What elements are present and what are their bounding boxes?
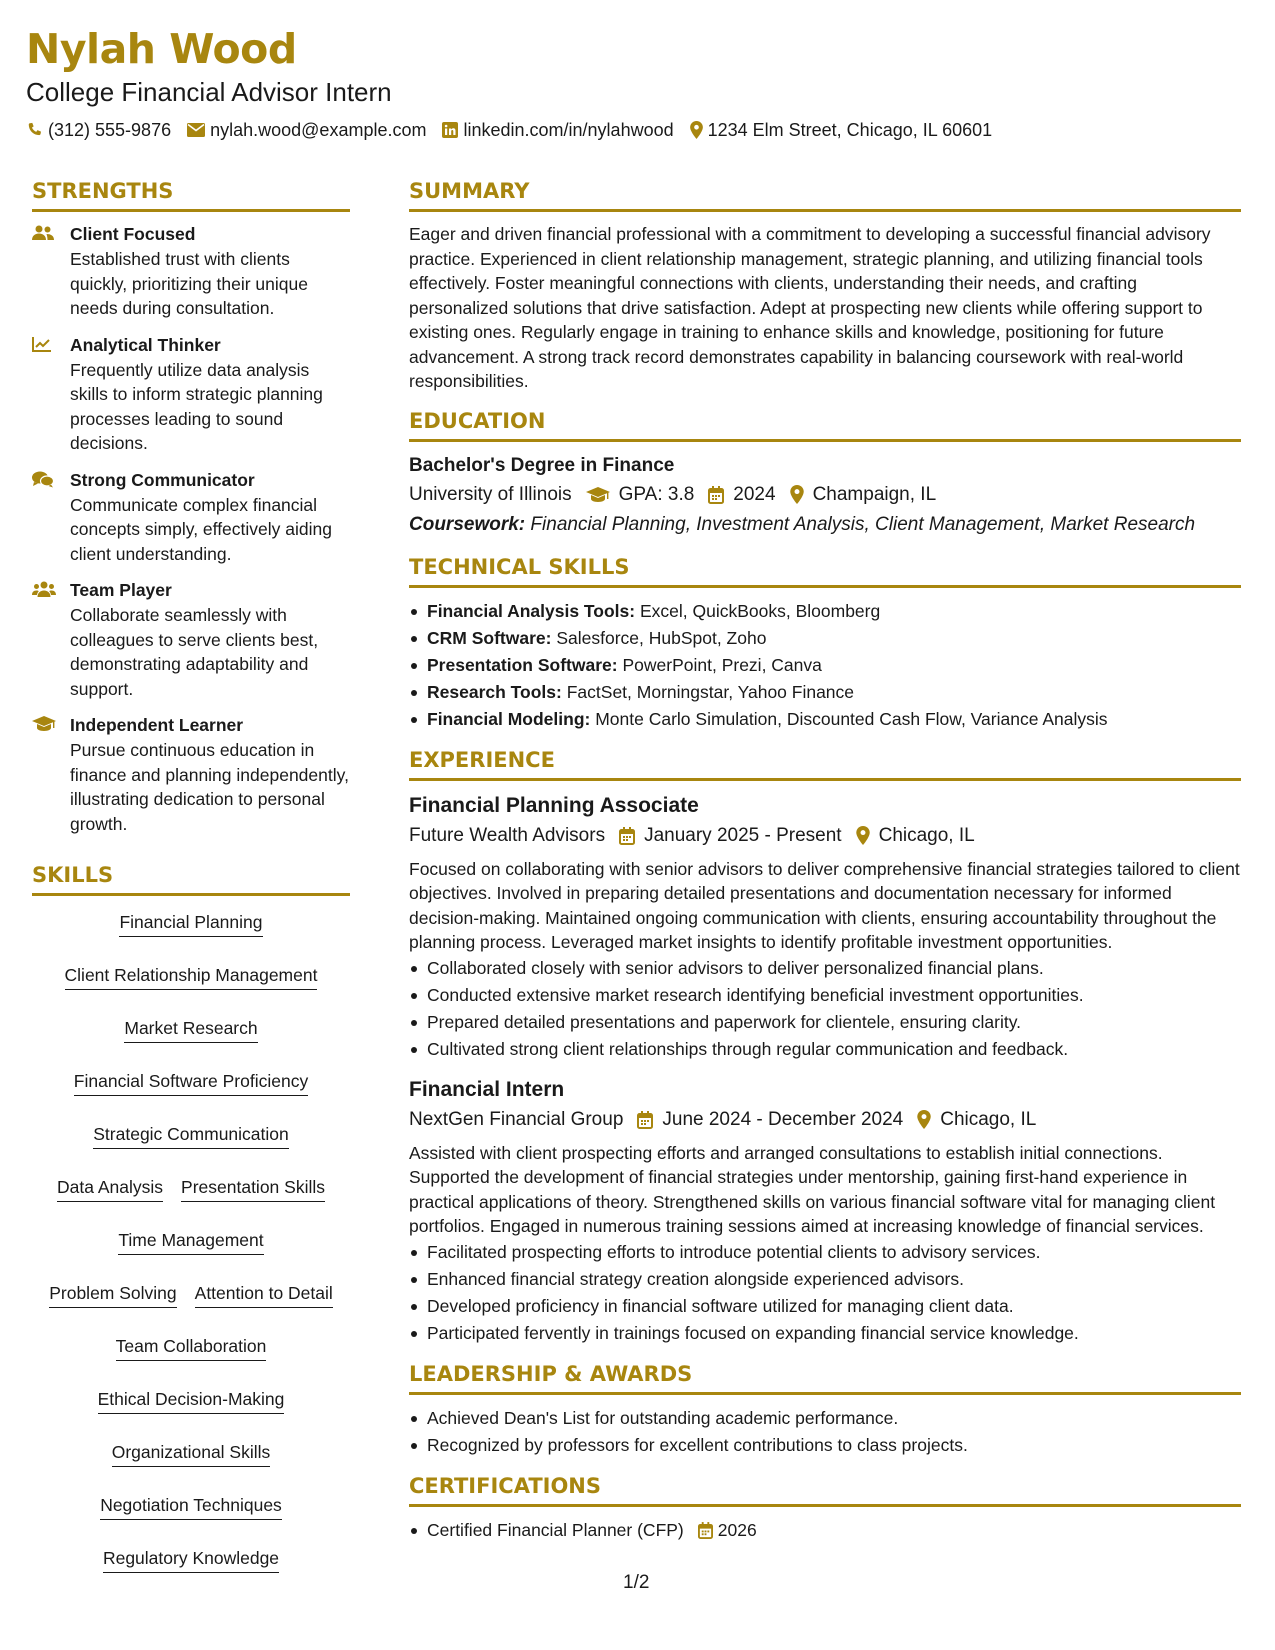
graduation-cap-icon xyxy=(32,716,56,732)
skill-tag: Attention to Detail xyxy=(195,1281,333,1308)
skill-tag: Organizational Skills xyxy=(112,1440,271,1467)
left-column xyxy=(32,176,350,1573)
strength-desc: Established trust with clients quickly, prioritizing their unique needs during consultation. xyxy=(70,249,308,318)
skill-tag: Team Collaboration xyxy=(116,1334,267,1361)
skill-tag: Market Research xyxy=(124,1016,257,1043)
map-pin-icon xyxy=(790,485,804,504)
strength-desc: Frequently utilize data analysis skills to inform strategic planning processes leading to sound decisions. xyxy=(70,359,323,453)
map-pin-icon xyxy=(917,1110,931,1129)
job-location: Chicago, IL xyxy=(917,1105,1036,1135)
skill-tag: Ethical Decision-Making xyxy=(98,1387,285,1414)
coursework-list: Financial Planning, Investment Analysis, Client Management, Market Research xyxy=(530,513,1196,535)
calendar-icon xyxy=(698,1522,713,1539)
list-item: Facilitated prospecting efforts to introduce potential clients to advisory services. xyxy=(409,1239,1241,1266)
calendar-icon xyxy=(619,827,635,845)
certifications-list xyxy=(409,1517,1241,1544)
strengths-title: STRENGTHS xyxy=(32,176,350,212)
strength-item xyxy=(32,578,350,701)
certifications-section xyxy=(409,1471,1241,1544)
linkedin-icon xyxy=(442,122,458,138)
leadership-title: LEADERSHIP & AWARDS xyxy=(409,1359,1241,1395)
calendar-icon xyxy=(637,1111,653,1129)
address-text: 1234 Elm Street, Chicago, IL 60601 xyxy=(707,120,993,140)
skill-tag: Financial Planning xyxy=(119,910,262,937)
list-item: Conducted extensive market research identifying beneficial investment opportunities. xyxy=(409,982,1241,1009)
skill-tag: Presentation Skills xyxy=(181,1175,325,1202)
technical-skills-title: TECHNICAL SKILLS xyxy=(409,552,1241,588)
job-entry xyxy=(409,791,1241,1063)
strength-item xyxy=(32,222,350,321)
strength-title: Team Player xyxy=(70,580,172,600)
list-item: Presentation Software: PowerPoint, Prezi, Canva xyxy=(409,652,1241,679)
job-meta xyxy=(409,821,1241,851)
envelope-icon xyxy=(187,123,205,137)
skill-tag: Regulatory Knowledge xyxy=(103,1546,279,1573)
list-item: Participated fervently in trainings focused on expanding financial service knowledge. xyxy=(409,1320,1241,1347)
job-dates: June 2024 - December 2024 xyxy=(637,1105,903,1135)
education-title: EDUCATION xyxy=(409,406,1241,442)
right-column xyxy=(409,176,1241,1544)
strength-desc: Pursue continuous education in finance and planning independently, illustrating dedication to personal growth. xyxy=(70,740,349,834)
list-item: Financial Modeling: Monte Carlo Simulation, Discounted Cash Flow, Variance Analysis xyxy=(409,706,1241,733)
phone-text: (312) 555-9876 xyxy=(48,120,172,140)
experience-section xyxy=(409,745,1241,1347)
contact-email[interactable] xyxy=(187,118,426,142)
company-name: NextGen Financial Group xyxy=(409,1108,624,1130)
resume-header xyxy=(26,22,1251,142)
coursework xyxy=(409,510,1241,540)
job-bullets xyxy=(409,1239,1241,1347)
contact-phone[interactable] xyxy=(26,118,171,142)
summary-section xyxy=(409,176,1241,394)
strength-item xyxy=(32,713,350,836)
education-meta xyxy=(409,480,1241,510)
company-name: Future Wealth Advisors xyxy=(409,824,606,846)
list-item: Financial Analysis Tools: Excel, QuickBooks, Bloomberg xyxy=(409,598,1241,625)
skills-section xyxy=(32,860,350,1573)
list-item: Enhanced financial strategy creation alongside experienced advisors. xyxy=(409,1266,1241,1293)
calendar-icon xyxy=(708,486,724,504)
strength-title: Independent Learner xyxy=(70,715,244,735)
team-icon xyxy=(32,581,56,597)
list-item: CRM Software: Salesforce, HubSpot, Zoho xyxy=(409,625,1241,652)
map-pin-icon xyxy=(690,121,703,139)
skill-tag: Data Analysis xyxy=(57,1175,163,1202)
certifications-title: CERTIFICATIONS xyxy=(409,1471,1241,1507)
skill-tag: Time Management xyxy=(118,1228,263,1255)
page-number: 1/2 xyxy=(623,1572,650,1593)
candidate-role: College Financial Advisor Intern xyxy=(26,77,392,107)
strength-desc: Collaborate seamlessly with colleagues to serve clients best, demonstrating adaptability and support. xyxy=(70,605,319,699)
phone-icon xyxy=(26,122,43,139)
strength-item xyxy=(32,468,350,567)
strengths-section xyxy=(32,176,350,836)
skill-tag: Strategic Communication xyxy=(93,1122,289,1149)
job-title: Financial Planning Associate xyxy=(409,793,699,817)
list-item: Research Tools: FactSet, Morningstar, Yahoo Finance xyxy=(409,679,1241,706)
certification-year: 2026 xyxy=(717,1519,757,1540)
technical-skills-list xyxy=(409,598,1241,733)
skill-tag: Financial Software Proficiency xyxy=(74,1069,308,1096)
job-entry xyxy=(409,1075,1241,1347)
gpa: GPA: 3.8 xyxy=(586,480,695,510)
school-name: University of Illinois xyxy=(409,483,572,505)
summary-title: SUMMARY xyxy=(409,176,1241,212)
list-item: Collaborated closely with senior advisors to deliver personalized financial plans. xyxy=(409,955,1241,982)
list-item: Recognized by professors for excellent contributions to class projects. xyxy=(409,1432,1241,1459)
list-item: Cultivated strong client relationships through regular communication and feedback. xyxy=(409,1036,1241,1063)
list-item xyxy=(409,1517,1241,1544)
job-location: Chicago, IL xyxy=(856,821,975,851)
strength-title: Client Focused xyxy=(70,224,196,244)
leadership-list xyxy=(409,1405,1241,1459)
job-meta xyxy=(409,1105,1241,1135)
summary-text: Eager and driven financial professional with a commitment to developing a successful financial advisory practice. Experienced in client relationship management, strategic planning, and utilizing financial tools effectively. Foster meaningful connections with clients, understanding their needs, and crafting personalized solutions that drive satisfaction. Adept at prospecting new clients while offering support to existing ones. Regularly engage in training to enhance skills and knowledge, positioning for future advancement. A strong track record demonstrates capability in balancing coursework with real-world responsibilities. xyxy=(409,224,1211,391)
strength-title: Analytical Thinker xyxy=(70,334,221,355)
strength-title: Strong Communicator xyxy=(70,469,255,490)
job-description: Assisted with client prospecting efforts and arranged consultations to establish initial connections. Supported the development of financial strategies under mentorship, gaining first-hand experience in practical applications of theory. Strengthened skills on various financial software vital for managing client portfolios. Engaged in numerous training sessions aimed at increasing knowledge of financial services. xyxy=(409,1142,1216,1236)
skills-title: SKILLS xyxy=(32,860,350,896)
users-icon xyxy=(32,225,54,241)
contact-bar xyxy=(26,118,1251,142)
coursework-label: Coursework: xyxy=(409,513,526,535)
map-pin-icon xyxy=(856,826,870,845)
skill-tag: Negotiation Techniques xyxy=(100,1493,282,1520)
strength-desc: Communicate complex financial concepts simply, effectively aiding client understanding. xyxy=(70,494,332,564)
job-bullets xyxy=(409,955,1241,1063)
leadership-section xyxy=(409,1359,1241,1459)
job-title: Financial Intern xyxy=(409,1077,565,1101)
list-item: Prepared detailed presentations and paperwork for clientele, ensuring clarity. xyxy=(409,1009,1241,1036)
job-description: Focused on collaborating with senior advisors to deliver comprehensive financial strategies tailored to client objectives. Involved in preparing detailed presentations and documentation necessary for informed decision-making. Maintained ongoing communication with clients, ensuring accountability throughout the planning process. Leveraged market insights to identify profitable investment opportunities. xyxy=(409,858,1240,952)
certification-name: Certified Financial Planner (CFP) xyxy=(427,1519,684,1540)
education-location: Champaign, IL xyxy=(790,480,937,510)
graduation-cap-icon xyxy=(586,487,610,503)
chart-line-icon xyxy=(32,336,52,352)
skill-tag: Client Relationship Management xyxy=(65,963,318,990)
technical-skills-section xyxy=(409,552,1241,733)
email-text: nylah.wood@example.com xyxy=(210,120,427,140)
graduation-year: 2024 xyxy=(708,480,775,510)
skills-list xyxy=(32,906,350,1573)
strength-item xyxy=(32,333,350,456)
degree-name: Bachelor's Degree in Finance xyxy=(409,454,675,476)
skill-tag: Problem Solving xyxy=(49,1281,176,1308)
experience-title: EXPERIENCE xyxy=(409,745,1241,781)
list-item: Achieved Dean's List for outstanding academic performance. xyxy=(409,1405,1241,1432)
contact-linkedin[interactable] xyxy=(442,118,673,142)
job-dates: January 2025 - Present xyxy=(619,821,842,851)
contact-address xyxy=(690,118,993,142)
linkedin-text: linkedin.com/in/nylahwood xyxy=(463,120,674,140)
candidate-name: Nylah Wood xyxy=(26,25,297,73)
comments-icon xyxy=(32,471,54,488)
list-item: Developed proficiency in financial software utilized for managing client data. xyxy=(409,1293,1241,1320)
education-section xyxy=(409,406,1241,540)
